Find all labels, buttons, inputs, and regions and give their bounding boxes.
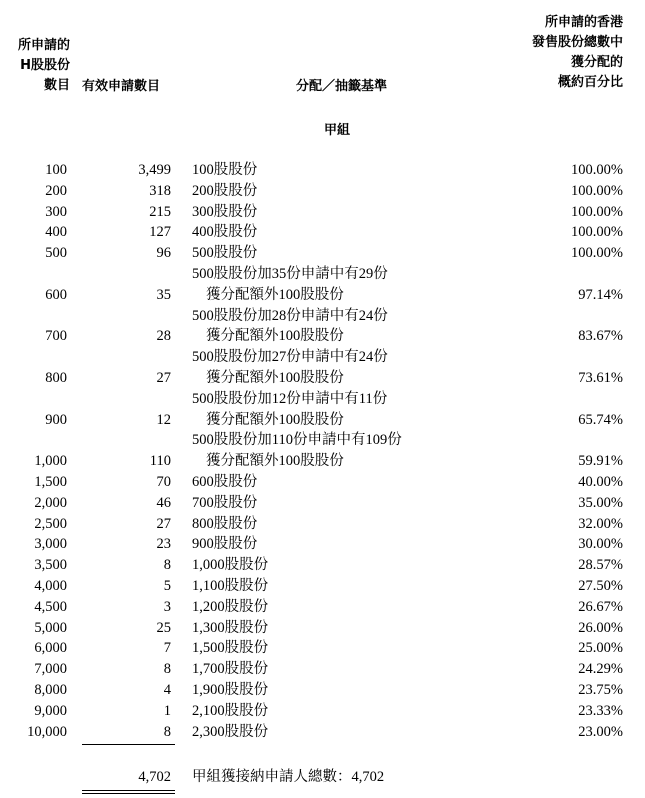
header-line: 數目 <box>43 78 70 93</box>
valid-applications: 110 <box>149 453 171 470</box>
shares-applied: 500 <box>45 245 67 262</box>
shares-applied: 800 <box>45 369 67 386</box>
table-row <box>0 597 645 618</box>
table-row <box>0 576 645 597</box>
subtotal-rule <box>82 744 175 745</box>
total-label: 甲組獲接納申請人總數：4,702 <box>192 769 385 785</box>
header-allocation-basis: 分配／抽籤基準 <box>296 79 388 94</box>
shares-applied: 9,000 <box>34 702 67 719</box>
row-line <box>0 618 645 639</box>
row-line <box>0 680 645 701</box>
allocation-basis: 100股股份 <box>192 162 258 178</box>
shares-applied: 300 <box>45 203 67 220</box>
row-line <box>0 722 645 743</box>
shares-applied: 3,000 <box>34 536 67 553</box>
row-line <box>0 555 645 576</box>
table-row <box>0 264 645 306</box>
allocation-basis: 獲分配額外100股股份 <box>206 328 344 345</box>
row-line <box>0 264 645 285</box>
valid-applications: 127 <box>149 224 171 241</box>
valid-applications: 318 <box>149 182 171 199</box>
shares-applied: 10,000 <box>27 723 67 740</box>
allocation-basis: 獲分配額外100股股份 <box>206 453 344 470</box>
shares-applied: 7,000 <box>34 661 67 678</box>
valid-applications: 27 <box>156 369 171 386</box>
allocation-basis: 1,200股股份 <box>192 598 269 615</box>
allocation-percentage: 35.00% <box>578 494 623 511</box>
row-line <box>0 181 645 202</box>
row-line <box>0 576 645 597</box>
shares-applied: 400 <box>45 224 67 241</box>
allocation-basis: 獲分配額外100股股份 <box>206 286 344 303</box>
row-line <box>0 326 645 347</box>
allocation-percentage: 100.00% <box>571 245 623 262</box>
row-line <box>0 410 645 431</box>
valid-applications: 5 <box>163 577 171 594</box>
allocation-percentage: 83.67% <box>578 328 623 345</box>
allocation-percentage: 26.67% <box>578 598 623 615</box>
allocation-basis: 2,300股股份 <box>192 723 269 740</box>
valid-applications: 70 <box>156 473 171 490</box>
table-row <box>0 243 645 264</box>
shares-applied: 6,000 <box>34 640 67 657</box>
shares-applied: 200 <box>45 182 67 199</box>
row-line <box>0 430 645 451</box>
table-row <box>0 722 645 743</box>
allocation-percentage: 23.75% <box>578 681 623 698</box>
shares-applied: 1,000 <box>34 453 67 470</box>
total-double-rule-top <box>82 790 175 791</box>
allocation-percentage: 30.00% <box>578 536 623 553</box>
table-row <box>0 534 645 555</box>
table-row <box>0 389 645 431</box>
valid-applications: 96 <box>156 245 171 262</box>
table-row <box>0 222 645 243</box>
allocation-percentage: 24.29% <box>578 661 623 678</box>
row-line <box>0 597 645 618</box>
table-row <box>0 514 645 535</box>
table-row <box>0 618 645 639</box>
allocation-percentage: 25.00% <box>578 640 623 657</box>
row-line <box>0 222 645 243</box>
shares-applied: 5,000 <box>34 619 67 636</box>
header-shares-applied <box>8 36 70 96</box>
row-line <box>0 638 645 659</box>
valid-applications: 3,499 <box>138 162 171 178</box>
header-line: 發售股份總數中 <box>531 35 623 50</box>
table-row <box>0 680 645 701</box>
table-row <box>0 472 645 493</box>
row-line <box>0 202 645 223</box>
row-line <box>0 659 645 680</box>
row-line <box>0 243 645 264</box>
row-line <box>0 347 645 368</box>
allocation-basis: 500股股份加12份申請中有11份 <box>192 390 388 407</box>
total-row <box>0 767 645 787</box>
allocation-percentage: 97.14% <box>578 286 623 303</box>
shares-applied: 2,500 <box>34 515 67 532</box>
allocation-percentage: 100.00% <box>571 182 623 199</box>
row-line <box>0 285 645 306</box>
allocation-percentage: 100.00% <box>571 203 623 220</box>
valid-applications: 28 <box>156 328 171 345</box>
allocation-basis: 1,700股股份 <box>192 661 269 678</box>
total-valid-applications: 4,702 <box>138 769 171 785</box>
allocation-basis: 1,000股股份 <box>192 557 269 574</box>
total-double-rule-bottom <box>82 793 175 794</box>
group-title: 甲組 <box>324 123 351 138</box>
table-row <box>0 555 645 576</box>
allocation-basis: 600股股份 <box>192 473 258 490</box>
valid-applications: 46 <box>156 494 171 511</box>
valid-applications: 215 <box>149 203 171 220</box>
valid-applications: 1 <box>163 702 171 719</box>
allocation-basis: 獲分配額外100股股份 <box>206 369 344 386</box>
allocation-basis: 500股股份加35份申請中有29份 <box>192 265 388 282</box>
shares-applied: 4,500 <box>34 598 67 615</box>
row-line <box>0 160 645 181</box>
table-row <box>0 638 645 659</box>
row-line <box>0 389 645 410</box>
row-line <box>0 493 645 514</box>
allocation-basis: 300股股份 <box>192 203 258 220</box>
allocation-percentage: 65.74% <box>578 411 623 428</box>
header-line: 所申請的 <box>17 38 70 53</box>
table-row <box>0 181 645 202</box>
allocation-basis: 1,500股股份 <box>192 640 269 657</box>
allocation-basis: 500股股份加27份申請中有24份 <box>192 349 388 366</box>
header-valid-applications: 有效申請數目 <box>82 79 161 94</box>
allocation-basis: 500股股份加28份申請中有24份 <box>192 307 388 324</box>
allocation-percentage: 26.00% <box>578 619 623 636</box>
allocation-basis: 500股股份加110份申請中有109份 <box>192 432 402 449</box>
shares-applied: 3,500 <box>34 557 67 574</box>
valid-applications: 4 <box>163 681 171 698</box>
valid-applications: 25 <box>156 619 171 636</box>
valid-applications: 8 <box>163 661 171 678</box>
allocation-percentage: 40.00% <box>578 473 623 490</box>
allocation-percentage: 100.00% <box>571 224 623 241</box>
valid-applications: 3 <box>163 598 171 615</box>
valid-applications: 35 <box>156 286 171 303</box>
allocation-percentage: 27.50% <box>578 577 623 594</box>
header-line: H股股份 <box>20 58 70 73</box>
allocation-percentage: 23.33% <box>578 702 623 719</box>
row-line <box>0 306 645 327</box>
valid-applications: 8 <box>163 557 171 574</box>
header-line: 概約百分比 <box>557 75 623 90</box>
shares-applied: 8,000 <box>34 681 67 698</box>
table-row <box>0 306 645 348</box>
shares-applied: 1,500 <box>34 473 67 490</box>
allocation-percentage: 59.91% <box>578 453 623 470</box>
valid-applications: 12 <box>156 411 171 428</box>
allocation-percentage: 100.00% <box>571 162 623 178</box>
row-line <box>0 534 645 555</box>
header-line: 獲分配的 <box>570 55 623 70</box>
table-row <box>0 701 645 722</box>
allocation-basis: 1,300股股份 <box>192 619 269 636</box>
shares-applied: 600 <box>45 286 67 303</box>
allocation-percentage: 73.61% <box>578 369 623 386</box>
row-line <box>0 368 645 389</box>
allocation-basis: 400股股份 <box>192 224 258 241</box>
allocation-basis: 1,100股股份 <box>192 577 269 594</box>
shares-applied: 100 <box>45 162 67 178</box>
allocation-basis: 獲分配額外100股股份 <box>206 411 344 428</box>
row-line <box>0 472 645 493</box>
allocation-percentage: 23.00% <box>578 723 623 740</box>
allocation-basis: 700股股份 <box>192 494 258 511</box>
header-line: 所申請的香港 <box>544 15 623 30</box>
allocation-percentage: 32.00% <box>578 515 623 532</box>
valid-applications: 23 <box>156 536 171 553</box>
shares-applied: 700 <box>45 328 67 345</box>
table-row <box>0 160 645 181</box>
valid-applications: 7 <box>163 640 171 657</box>
header-allocation-percentage <box>532 13 623 93</box>
valid-applications: 8 <box>163 723 171 740</box>
table-row <box>0 347 645 389</box>
shares-applied: 4,000 <box>34 577 67 594</box>
allocation-basis: 800股股份 <box>192 515 258 532</box>
table-row <box>0 430 645 472</box>
allocation-percentage: 28.57% <box>578 557 623 574</box>
allocation-basis: 900股股份 <box>192 536 258 553</box>
table-row <box>0 493 645 514</box>
shares-applied: 900 <box>45 411 67 428</box>
valid-applications: 27 <box>156 515 171 532</box>
shares-applied: 2,000 <box>34 494 67 511</box>
table-row <box>0 659 645 680</box>
row-line <box>0 701 645 722</box>
allocation-basis: 200股股份 <box>192 182 258 199</box>
row-line <box>0 451 645 472</box>
allocation-basis: 2,100股股份 <box>192 702 269 719</box>
row-line <box>0 514 645 535</box>
table-row <box>0 202 645 223</box>
allocation-basis: 500股股份 <box>192 245 258 262</box>
allocation-basis: 1,900股股份 <box>192 681 269 698</box>
allocation-table <box>0 160 645 742</box>
